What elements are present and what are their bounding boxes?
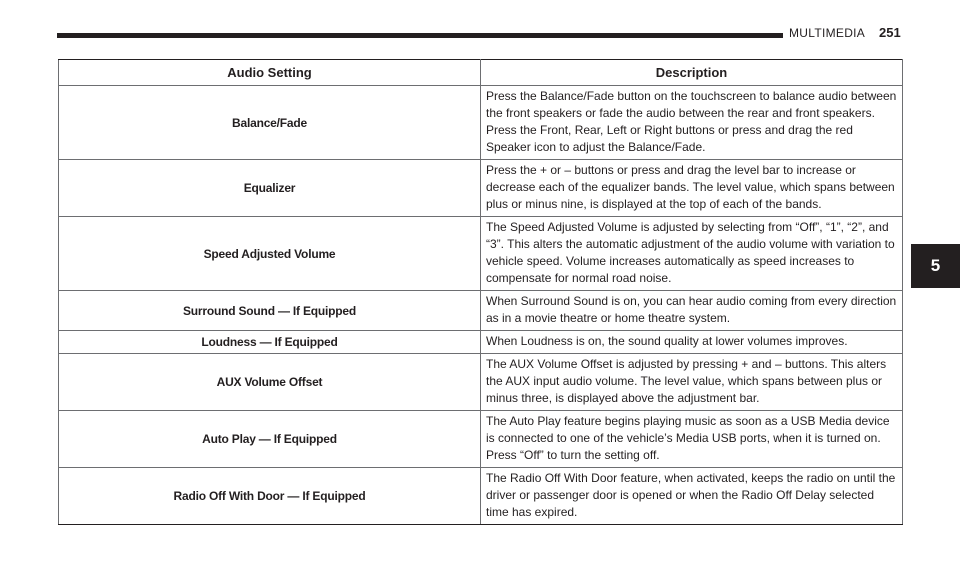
- header-rule: [57, 33, 783, 38]
- setting-description: Press the Balance/Fade button on the touchscreen to balance audio between the front speakers or fade the audio between the rear and front speakers. Press the Front, Rear, Left or Right buttons or press and drag the red Speaker icon to adjust the Balance/Fade.: [481, 86, 903, 160]
- setting-description: Press the + or – buttons or press and drag the level bar to increase or decrease each of the equalizer bands. The level value, which spans between plus or minus nine, is displayed at the top of each of the bands.: [481, 160, 903, 217]
- setting-name: Surround Sound — If Equipped: [59, 291, 481, 331]
- setting-name: Balance/Fade: [59, 86, 481, 160]
- setting-name: Loudness — If Equipped: [59, 331, 481, 354]
- setting-description: When Surround Sound is on, you can hear audio coming from every direction as in a movie theatre or home theatre system.: [481, 291, 903, 331]
- setting-description: The Radio Off With Door feature, when activated, keeps the radio on until the driver or passenger door is opened or when the Radio Off Delay selected time has expired.: [481, 468, 903, 525]
- table-header-row: [59, 60, 903, 86]
- setting-description: When Loudness is on, the sound quality at lower volumes improves.: [481, 331, 903, 354]
- column-header-description: Description: [481, 60, 903, 86]
- table-row: [59, 160, 903, 217]
- table-row: [59, 411, 903, 468]
- table-row: [59, 331, 903, 354]
- table-row: [59, 217, 903, 291]
- setting-name: Radio Off With Door — If Equipped: [59, 468, 481, 525]
- table-row: [59, 291, 903, 331]
- setting-description: The Auto Play feature begins playing music as soon as a USB Media device is connected to one of the vehicle’s Media USB ports, when it is turned on. Press “Off” to turn the setting off.: [481, 411, 903, 468]
- table-row: [59, 86, 903, 160]
- audio-settings-table: [58, 59, 903, 525]
- setting-description: The AUX Volume Offset is adjusted by pressing + and – buttons. This alters the AUX input audio volume. The level value, which spans between plus or minus three, is displayed above the adjustment bar.: [481, 354, 903, 411]
- chapter-tab[interactable]: 5: [911, 244, 960, 288]
- setting-name: Auto Play — If Equipped: [59, 411, 481, 468]
- column-header-audio-setting: Audio Setting: [59, 60, 481, 86]
- setting-name: AUX Volume Offset: [59, 354, 481, 411]
- table-row: [59, 354, 903, 411]
- section-title: MULTIMEDIA: [789, 26, 866, 40]
- setting-name: Equalizer: [59, 160, 481, 217]
- setting-name: Speed Adjusted Volume: [59, 217, 481, 291]
- setting-description: The Speed Adjusted Volume is adjusted by selecting from “Off”, “1”, “2”, and “3”. This alters the automatic adjustment of the audio volume with variation to vehicle speed. Volume increases automatically as speed increases to compensate for normal road noise.: [481, 217, 903, 291]
- page-number: 251: [879, 25, 901, 40]
- table-row: [59, 468, 903, 525]
